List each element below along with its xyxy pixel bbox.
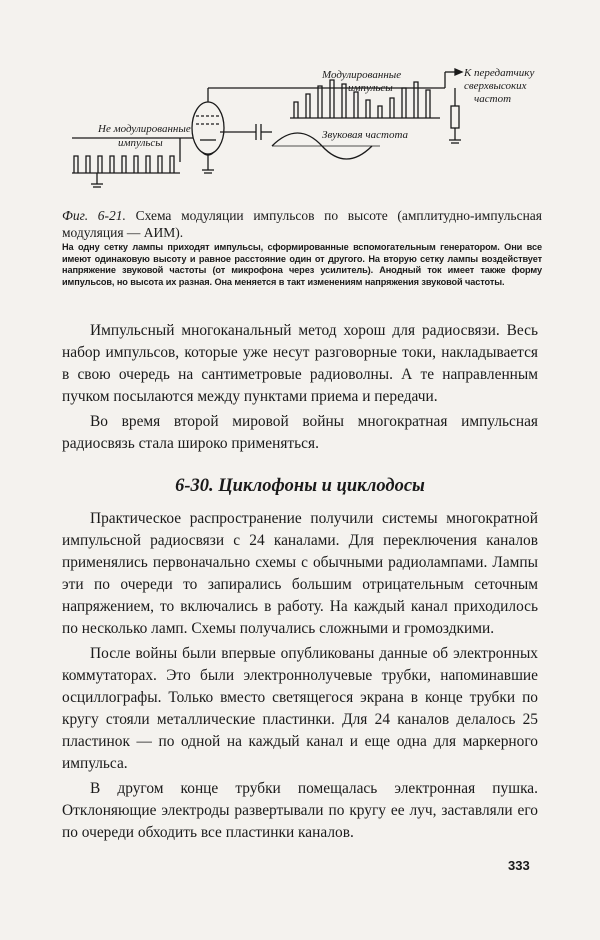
body-block-2 bbox=[62, 508, 538, 844]
unmodulated-pulse-train bbox=[72, 156, 180, 173]
label-modulated: Модулированные bbox=[322, 69, 402, 81]
label-audio: Звуковая частота bbox=[322, 129, 409, 141]
figure-note: На одну сетку лампы приходят импульсы, сформированные вспомогательным генератором. Они все имеют одинаковую высоту и равное расстояние один от другого. На вторую сетку лампы воздействует напряжение звуковой частоты (от микрофона через усилитель). Анодный ток имеет также форму импульсов, но высота их разная. Она меняется в такт изменениям напряжения звуковой частоты. bbox=[62, 242, 542, 287]
paragraph-1: Импульсный многоканальный метод хорош для радиосвязи. Весь набор импульсов, которые уже несут разговорные токи, накладывается в свою очередь на сантиметровые радиоволны. А те направленным пучком посылаются между пунктами приема и передачи. bbox=[62, 322, 538, 405]
figure-number: Фиг. 6-21. bbox=[62, 208, 126, 223]
label-to-transmitter: К передатчику bbox=[464, 67, 535, 79]
output-resistor bbox=[451, 106, 459, 128]
body-block-1 bbox=[62, 320, 538, 455]
section-heading: 6-30. Циклофоны и циклодосы bbox=[175, 476, 425, 496]
paragraph-3: Практическое распространение получили системы многократной импульсной радиосвязи с 24 каналами. Для переключения каналов применялись первоначально схемы с обычными радиолампами. Лампы эти по очереди то запирались большим отрицательным сеточным напряжением, то включались в работу. На каждый канал приходилось по несколько ламп. Схемы получались сложными и громоздкими. bbox=[62, 510, 538, 637]
label-modulated-2: импульсы bbox=[348, 82, 393, 94]
vacuum-tube bbox=[192, 102, 224, 154]
paragraph-2: Во время второй мировой войны многократная импульсная радиосвязь стала широко применяться. bbox=[62, 413, 538, 452]
modulation-schematic-figure bbox=[60, 58, 550, 198]
paragraph-4: После войны были впервые опубликованы данные об электронных коммутаторах. Это были электроннолучевые трубки, напоминавшие осциллографы. Только вместо светящегося экрана в конце трубки по кругу стояли металлические пластинки. Для 24 каналов делалось 25 пластинок — по одной на каждый канал и еще одна для маркерного импульса. bbox=[62, 645, 538, 772]
label-unmodulated-2: импульсы bbox=[118, 137, 163, 149]
figure-title: Схема модуляции импульсов по высоте (амплитудно-импульсная модуляция — АИМ). bbox=[62, 208, 543, 240]
figure-caption bbox=[62, 207, 542, 241]
page-number: 333 bbox=[508, 858, 530, 873]
label-to-transmitter-3: частот bbox=[474, 93, 512, 105]
label-to-transmitter-2: сверхвысоких bbox=[464, 80, 527, 92]
label-unmodulated: Не модулированные bbox=[98, 123, 191, 135]
paragraph-5: В другом конце трубки помещалась электронная пушка. Отклоняющие электроды развертывали по кругу ее луч, заставляли его по очереди обходить все пластинки каналов. bbox=[62, 780, 538, 841]
